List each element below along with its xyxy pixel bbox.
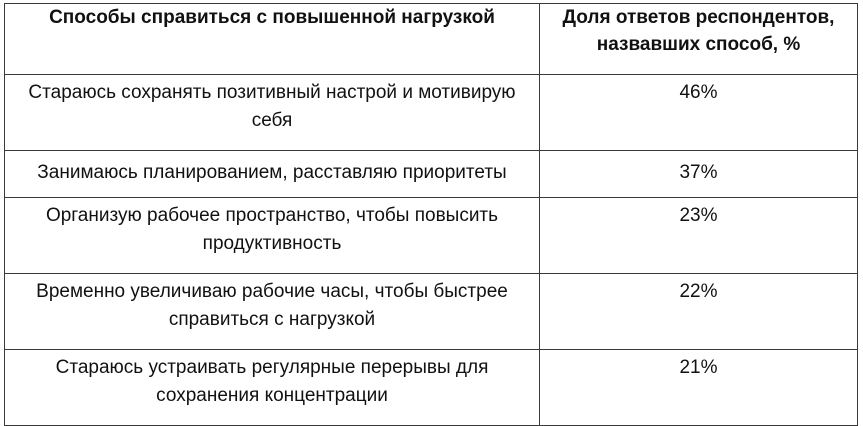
table-row: [5, 350, 858, 426]
method-cell: Временно увеличиваю рабочие часы, чтобы быстрее справиться с нагрузкой: [5, 274, 540, 350]
survey-table: [4, 3, 858, 426]
method-cell: Стараюсь сохранять позитивный настрой и мотивирую себя: [5, 75, 540, 151]
table-header-row: [5, 4, 858, 75]
table-row: [5, 151, 858, 198]
table-row: [5, 75, 858, 151]
method-cell: Стараюсь устраивать регулярные перерывы для сохранения концентрации: [5, 350, 540, 426]
share-cell: 21%: [540, 350, 858, 426]
column-header-share: Доля ответов респондентов, назвавших способ, %: [540, 4, 858, 75]
survey-table-container: [4, 3, 857, 426]
method-cell: Занимаюсь планированием, расставляю приоритеты: [5, 151, 540, 198]
share-cell: 22%: [540, 274, 858, 350]
column-header-method: Способы справиться с повышенной нагрузкой: [5, 4, 540, 75]
share-cell: 23%: [540, 198, 858, 274]
table-row: [5, 198, 858, 274]
share-cell: 46%: [540, 75, 858, 151]
table-row: [5, 274, 858, 350]
method-cell: Организую рабочее пространство, чтобы повысить продуктивность: [5, 198, 540, 274]
share-cell: 37%: [540, 151, 858, 198]
